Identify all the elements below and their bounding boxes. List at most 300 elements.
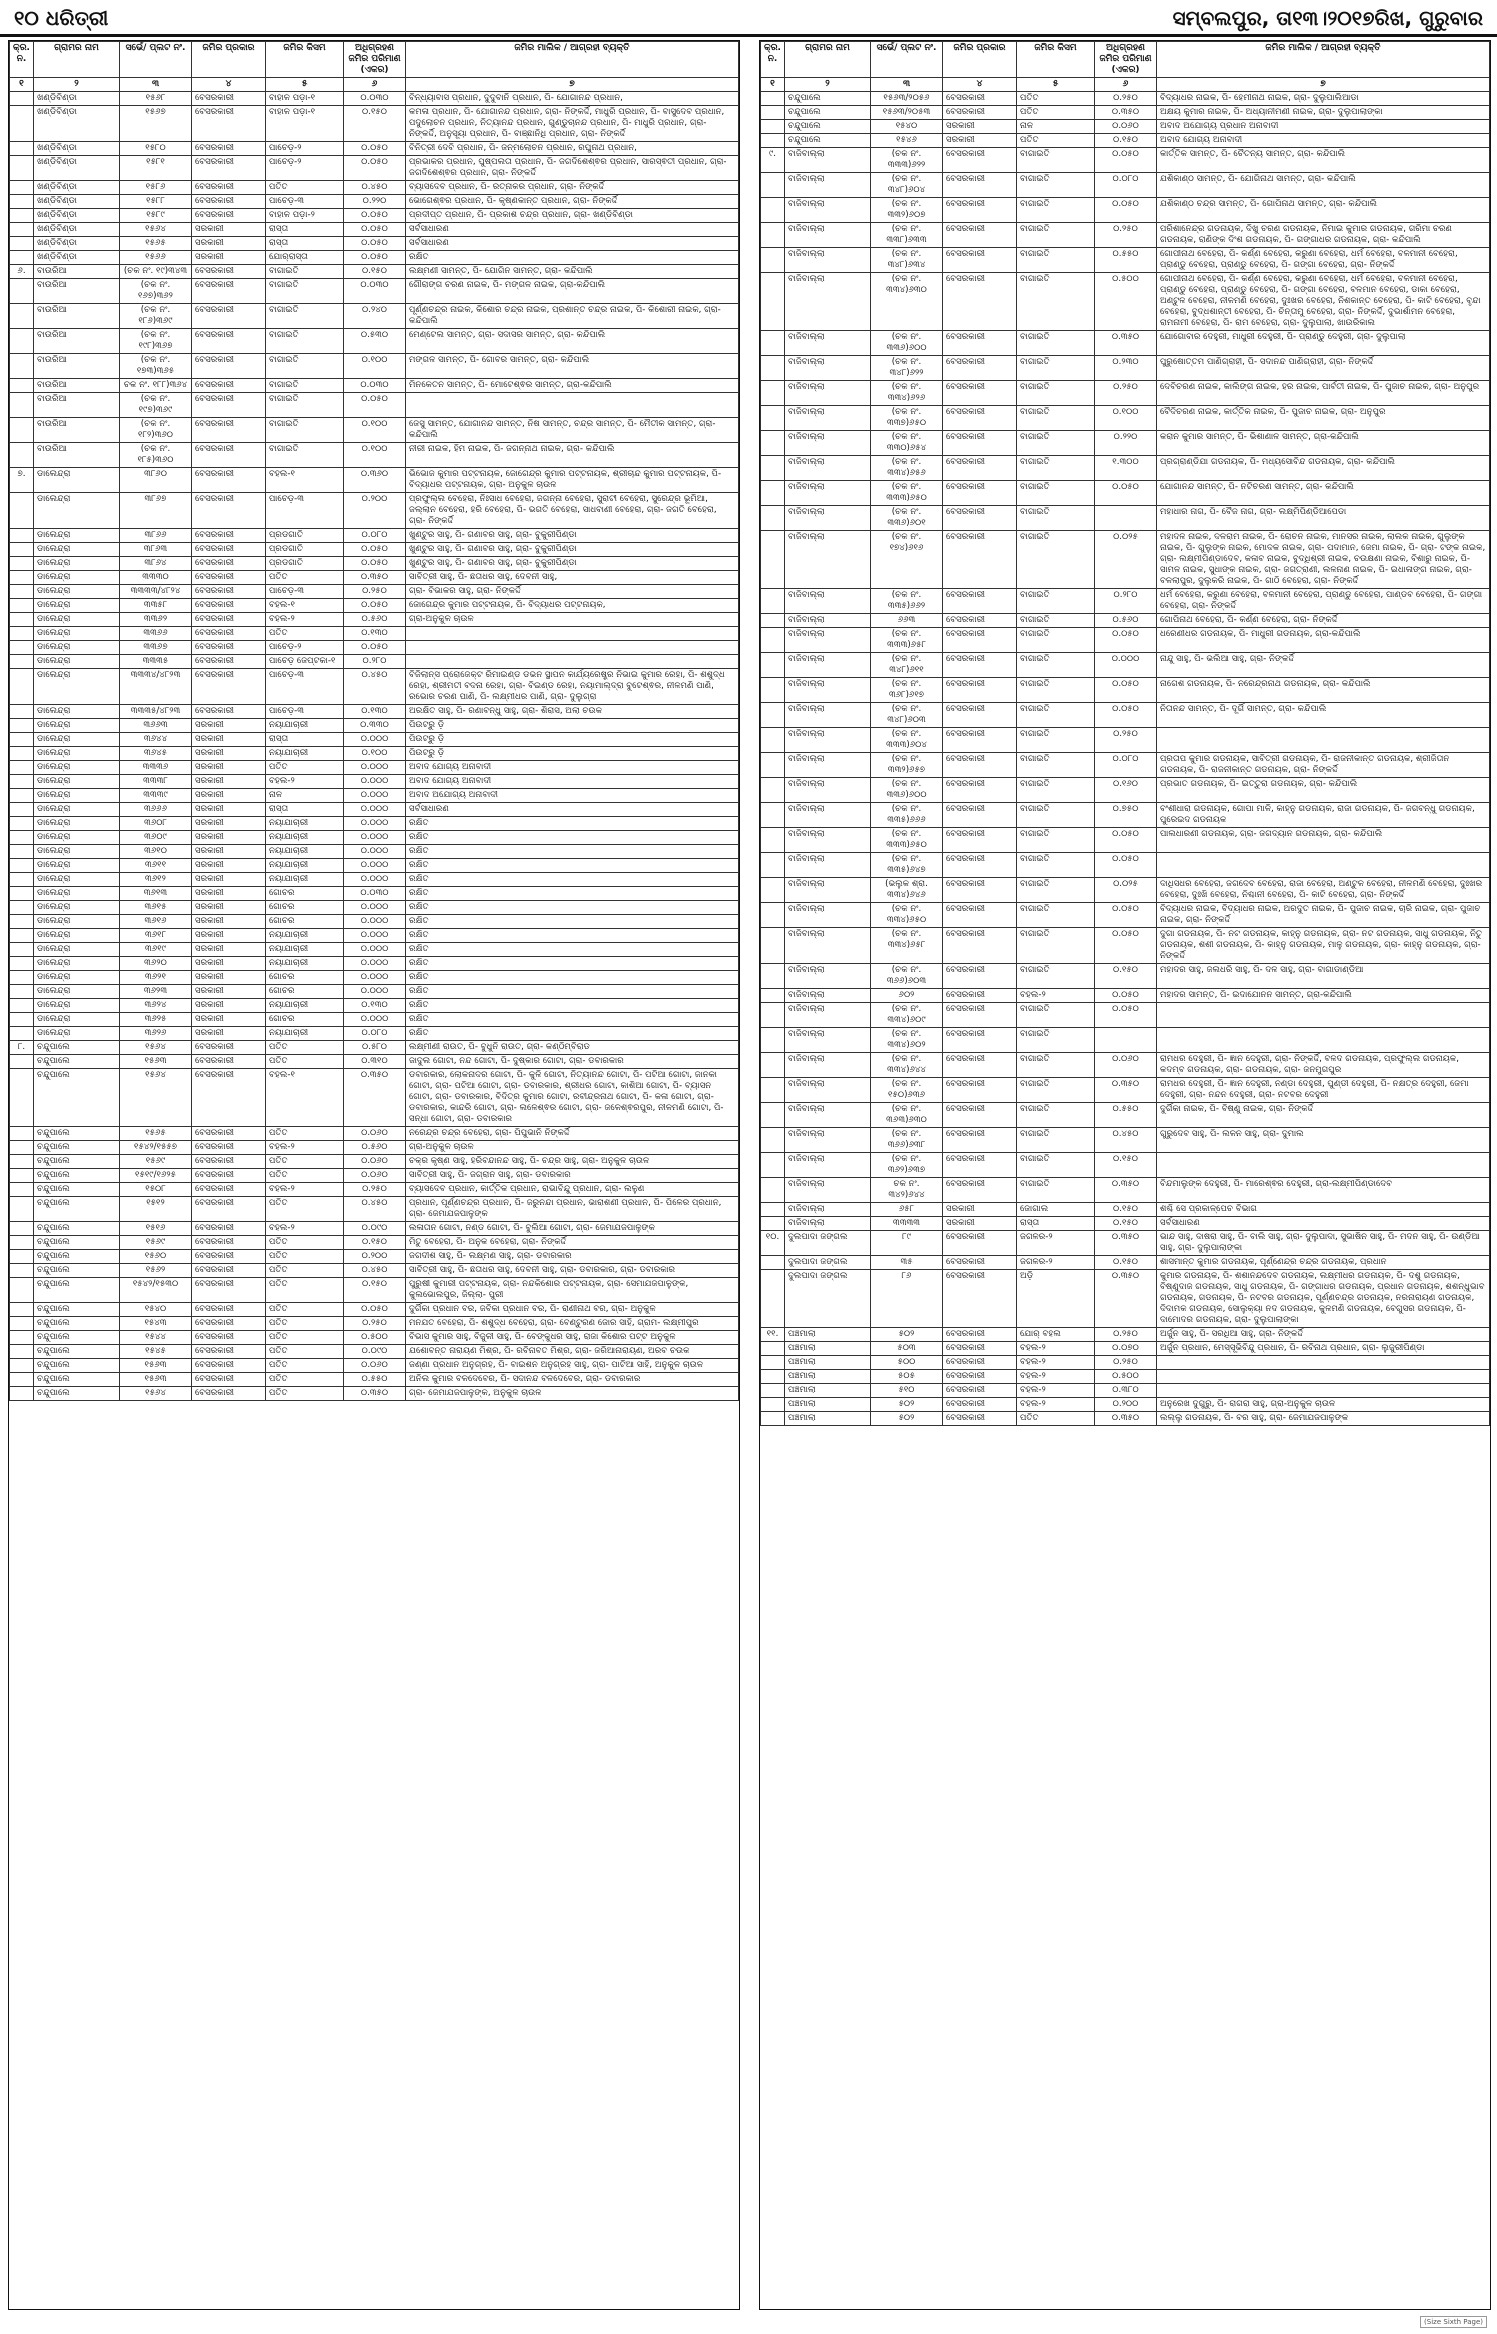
- cell-area: ୦.୧୫୦: [344, 106, 406, 142]
- cell-serial: [761, 853, 785, 878]
- cell-village: ଚନ୍ଦୁପାଲେ: [34, 1278, 120, 1303]
- cell-area: ୦.୦୫୦: [1095, 198, 1157, 223]
- cell-serial: [10, 1013, 34, 1027]
- cell-land-type: ବେସରକାରୀ: [943, 803, 1017, 828]
- table-row: [761, 753, 1490, 778]
- cell-land-type: ବେସରକାରୀ: [943, 248, 1017, 273]
- cell-kisam: ବହଲ-୨: [266, 1141, 344, 1155]
- cell-plot: ୩୬୧୬: [120, 915, 192, 929]
- table-row: [10, 901, 739, 915]
- table-row: [10, 915, 739, 929]
- cell-kisam: ପତିତ: [266, 1055, 344, 1069]
- table-row: [10, 1127, 739, 1141]
- cell-land-type: ବେସରକାରୀ: [192, 1127, 266, 1141]
- cell-serial: [10, 1027, 34, 1041]
- cell-plot: ୧୫୬୦: [120, 1250, 192, 1264]
- cell-land-type: ବେସରକାରୀ: [943, 1103, 1017, 1128]
- cell-village: ଚନ୍ଦୁପାଲେ: [785, 134, 871, 148]
- cell-land-type: ବେସରକାରୀ: [943, 92, 1017, 106]
- cell-kisam: ବାଗାଇତି: [1017, 198, 1095, 223]
- cell-area: ୦.୦୦୦: [344, 789, 406, 803]
- cell-owner: [1157, 1370, 1490, 1384]
- cell-land-type: ବେସରକାରୀ: [192, 1141, 266, 1155]
- column-number: ୩: [120, 78, 192, 92]
- cell-owner: ମନଯତ ବେହେରା, ପି- ଶଶୁଦ୍ଧ ବେହେରା, ଗ୍ରା- ବେଣ୍ଟୁରଣ ଜୋର ସାହି, ଗ୍ରାମ- ଲକ୍ଷ୍ମୀପୁର: [406, 1317, 739, 1331]
- table-row: [761, 248, 1490, 273]
- cell-kisam: ଗୋଚର: [266, 1013, 344, 1027]
- cell-serial: [761, 1217, 785, 1231]
- dateline: ସମ୍ବଲପୁର, ତା୧୩।୨୦୧୭ରିଖ, ଗୁରୁବାର: [1172, 6, 1483, 30]
- cell-owner: ରକ୍ଷିତ: [406, 1027, 739, 1041]
- cell-village: ବାଜିବାଲ୍ଲା: [785, 803, 871, 828]
- header-area: ଅଧିଗ୍ରହଣ ଜମିର ପରିମାଣ (ଏକର): [344, 42, 406, 78]
- cell-plot: ୬୦୨: [871, 989, 943, 1003]
- cell-plot: ୧୫୬୪: [120, 1041, 192, 1055]
- cell-serial: [10, 443, 34, 468]
- cell-plot: ୩୬୨୩: [120, 985, 192, 999]
- cell-owner: ପ୍ରତାପ କୁମାର ଗଡନାୟକ, ସାବିତ୍ରୀ ଗଡନାୟକ, ପି- ରାଜନୀକାନ୍ତ ଗଡନାୟକ, ଶ୍ରୀଜିତାନ ଗଡନାୟକ, ପି- ରାଜନୀକାନ୍ତ ଗଡନାୟକ, ଗ୍ରା- ନିଙ୍କର୍ଦ୍ଦି: [1157, 753, 1490, 778]
- cell-serial: [10, 1387, 34, 1401]
- cell-area: ୦.୧୦୦: [344, 418, 406, 443]
- cell-plot: ୩୬୪୪: [120, 733, 192, 747]
- cell-area: ୦.୦୦୦: [344, 733, 406, 747]
- table-row: [761, 1103, 1490, 1128]
- cell-land-type: ସରକାରୀ: [192, 915, 266, 929]
- cell-owner: ବଂଶୀଧାରା ଗଡନାୟକ, ଗୋପା ମାଳି, କାହ୍ନୁ ଗଡନାୟକ, ରାଜା ଗଡନାୟକ, ପି- ଜଗବନ୍ଧୁ ଗଡନାୟକ, ପୁରେଇଦ ଗଡନାୟକ: [1157, 803, 1490, 828]
- cell-land-type: ବେସରକାରୀ: [943, 728, 1017, 753]
- table-row: [761, 1028, 1490, 1053]
- cell-kisam: ନାଳ: [1017, 120, 1095, 134]
- cell-serial: [761, 1003, 785, 1028]
- cell-plot: (ଚକ ନଂ. ୩୬୩)୬୩୦: [871, 1103, 943, 1128]
- cell-plot: ୫୦୨: [871, 1328, 943, 1342]
- cell-owner: ରକ୍ଷିତ: [406, 985, 739, 999]
- cell-plot: ୧୫୪୩: [120, 1317, 192, 1331]
- cell-area: ୦.୦୦୦: [344, 845, 406, 859]
- land-table-right: [760, 41, 1490, 1426]
- table-row: [761, 1256, 1490, 1270]
- cell-area: ୦.୦୭୦: [1095, 1342, 1157, 1356]
- cell-village: ଚନ୍ଦୁପାଲେ: [34, 1041, 120, 1055]
- cell-owner: ଯଶିକାଣ୍ଠ ଚନ୍ଦ୍ର ସାମନ୍ତ, ପି- ଗୋପିନାଥ ସାମନ୍ତ, ଗ୍ରା- କନ୍ଦିପାଲି: [1157, 198, 1490, 223]
- table-row: [10, 1041, 739, 1055]
- cell-kisam: ଜଗଳର-୨: [1017, 1231, 1095, 1256]
- cell-kisam: ନୟାଯାଚାରୀ: [266, 831, 344, 845]
- table-row: [10, 1359, 739, 1373]
- cell-serial: [761, 273, 785, 331]
- cell-serial: [761, 878, 785, 903]
- cell-land-type: ସରକାରୀ: [943, 1217, 1017, 1231]
- cell-serial: [761, 531, 785, 589]
- cell-area: ୦.୦୯୦: [344, 1222, 406, 1236]
- cell-area: ୦.୦୦୦: [344, 803, 406, 817]
- cell-owner: ପ୍ରଦୀପ୍ତ ପ୍ରଧାନ, ପି- ପ୍ରକାଶ ଚନ୍ଦ୍ର ପ୍ରଧାନ, ଗ୍ରା- ଖଣ୍ଡିବିଣ୍ଡା: [406, 209, 739, 223]
- cell-village: ଡାଲେନ୍ଦ୍ରା: [34, 761, 120, 775]
- table-row: [761, 1003, 1490, 1028]
- cell-village: ଚନ୍ଦୁପାଲେ: [34, 1127, 120, 1141]
- cell-plot: ୧୫୬୮: [120, 92, 192, 106]
- cell-area: ୦.୦୫୦: [344, 393, 406, 418]
- table-row: [761, 431, 1490, 456]
- cell-serial: [10, 1141, 34, 1155]
- cell-land-type: ବେସରକାରୀ: [192, 557, 266, 571]
- table-row: [10, 1169, 739, 1183]
- cell-owner: ଲକ୍ଷ୍ମୀଣୀ ରାଉତ, ପି- ବୁଧୁନି ରାଉତ, ଗ୍ରା- କଣ୍ଠିମ୍ବିରାଡ: [406, 1041, 739, 1055]
- cell-area: ୦.୪୫୦: [344, 669, 406, 705]
- cell-owner: ଦାଧିସଧର ବେହେରା, ଜଗଦେବ ବେହେରା, ରାଜା ବେହେରା, ଅଣ୍ଟୁଳ ବେହେରା, ନୀଳମଣି ବେହେରା, ଦୁଃଖର ବେହେରା, ଦୁଃଖି ବେହେରା, ନିଶ୍ଚାନୀ ବେହେରା, ପି- କାଟି ବେହେରା, ଗ୍ରା- ନିଙ୍କର୍ଦ୍ଦି: [1157, 878, 1490, 903]
- cell-village: ଡାଲେନ୍ଦ୍ରା: [34, 655, 120, 669]
- cell-land-type: ସରକାରୀ: [943, 1203, 1017, 1217]
- cell-serial: [761, 928, 785, 964]
- cell-kisam: ବାଗାଇତି: [1017, 753, 1095, 778]
- cell-serial: [761, 903, 785, 928]
- cell-village: ଡାଲେନ୍ଦ୍ରା: [34, 557, 120, 571]
- cell-area: ୦.୨୪୦: [344, 304, 406, 329]
- left-table-body: [10, 92, 739, 1401]
- cell-plot: (ଚକ ନଂ. ୩୩୬)୬୦୦: [871, 778, 943, 803]
- cell-serial: [10, 329, 34, 354]
- table-row: [10, 1141, 739, 1155]
- cell-plot: ୩୩୩୩/୪୮୨୪: [120, 585, 192, 599]
- cell-owner: କାର୍ତ୍ତିକ ସାମନ୍ତ, ପି- ଚୈତନ୍ୟ ସାମନ୍ତ, ଗ୍ରା- କନ୍ଦିପାଲି: [1157, 148, 1490, 173]
- cell-kisam: ପତିତ: [266, 1169, 344, 1183]
- cell-village: ଡାଲେନ୍ଦ୍ରା: [34, 971, 120, 985]
- cell-owner: ଗୋପୀନାଥ ବେହେରା, ପି- କର୍ଣ୍ଣ ବେହେରା, କରୁଣା ବେହେରା, ଧର୍ମ ବେହେରା, ବଳମାନୀ ବେହେରା, ପ୍ରାଣ୍ଡୁ ବେହେରା, ପ୍ରାଣ୍ଡୁ ବେହେରା, ପି- ଗଙ୍ଗା ବେହେରା, ବଳମାନ ବେହେରା, ଡାକା ବେହେରା, ଅଣ୍ଟୁଳ ବେହେରା, ନୀଳମଣି ବେହେରା, ଦୁଃଖର ବେହେରା, ନିଶକାନ୍ତ ବେହେରା, ପି- କାଟି ବେହେରା, ବୃନ୍ଦା ବେହେରା, ବୁଦ୍ଧଶାନ୍ତୀ ବେହେରା, ପି- ଚିନ୍ତାମୁ ବେହେରା, ଗ୍ରା- ନିଙ୍କର୍ଦ୍ଦି, ଦୁଭାର୍ଶାମନ ବେହେରା, ରାମନାମୀ ବେହେରା, ପି- ରାମ ବେହେରା, ଗ୍ରା- ଦୁଲୁପାଲା, ଖାଉରିକାଲ: [1157, 273, 1490, 331]
- cell-serial: [10, 142, 34, 156]
- cell-area: ୦.୦୦୦: [344, 873, 406, 887]
- table-row: [761, 1078, 1490, 1103]
- cell-kisam: ବାଗାଇତି: [1017, 456, 1095, 481]
- cell-village: ଡାଲେନ୍ଦ୍ରା: [34, 901, 120, 915]
- cell-owner: ରକ୍ଷିତ: [406, 957, 739, 971]
- table-row: [761, 92, 1490, 106]
- cell-area: ୦.୦୦୦: [344, 901, 406, 915]
- cell-plot: (ଚକ ନଂ. ୩୩୪)୬୩୦: [871, 273, 943, 331]
- cell-village: ଚନ୍ଦୁପାଲେ: [34, 1055, 120, 1069]
- table-row: [761, 778, 1490, 803]
- cell-serial: [10, 915, 34, 929]
- cell-serial: [761, 356, 785, 381]
- cell-area: ୦.୦୬୦: [344, 1127, 406, 1141]
- cell-land-type: ବେସରକାରୀ: [192, 1359, 266, 1373]
- table-row: [761, 1203, 1490, 1217]
- cell-village: ଡାଲେନ୍ଦ୍ରା: [34, 831, 120, 845]
- cell-village: ବାଜିବାଲ୍ଲା: [785, 628, 871, 653]
- cell-village: ଖଣ୍ଡିବିଣ୍ଡା: [34, 156, 120, 181]
- cell-owner: ଧର୍ମ ବେହେରା, କରୁଣା ବେହେରା, ବଳମାନୀ ବେହେରା, ପ୍ରାଣ୍ଡୁ ବେହେରା, ପାଣ୍ଡବ ବେହେରା, ପି- ଗଙ୍ଗା ବେହେରା, ଗ୍ରା- ନିଙ୍କର୍ଦ୍ଦି: [1157, 589, 1490, 614]
- table-row: [10, 887, 739, 901]
- cell-area: ୦.୩୫୦: [344, 1069, 406, 1127]
- cell-kisam: ବାହାଳ ପଡ଼ା-୧: [266, 92, 344, 106]
- cell-area: ୦.୦୫୦: [1095, 703, 1157, 728]
- cell-village: ଚନ୍ଦୁପାଲେ: [785, 120, 871, 134]
- cell-kisam: ବାଗାଇତି: [1017, 1028, 1095, 1053]
- cell-village: ବାଜିବାଲ୍ଲା: [785, 853, 871, 878]
- table-row: [761, 331, 1490, 356]
- cell-owner: ଦୁର୍ଗିକା ନାଇକ, ପି- ବିଷ୍ଣୁ ନାଇକ, ଗ୍ରା- ନିଙ୍କର୍ଦ୍ଦି: [1157, 1103, 1490, 1128]
- cell-plot: ୧୫୮୦: [120, 142, 192, 156]
- cell-area: ୦.୧୦୦: [344, 747, 406, 761]
- column-number-row: [10, 78, 739, 92]
- cell-plot: ୮୬: [871, 1270, 943, 1328]
- footer-note: (Size Sixth Page): [1420, 2316, 1487, 2328]
- cell-plot: ୩୬୬୬: [120, 803, 192, 817]
- cell-kisam: ବହଲ-୨: [266, 775, 344, 789]
- cell-kisam: ବାଗାଇତି: [1017, 1053, 1095, 1078]
- cell-owner: ବିନ୍ଧ୍ୟାବାସ ପ୍ରଧାନ, ଦୁଦୁବାନି ପ୍ରଧାନ, ପି- ଯୋଗାନନ୍ଦ ପ୍ରଧାନ,: [406, 92, 739, 106]
- table-row: [761, 1384, 1490, 1398]
- cell-village: ବାଜିବାଲ୍ଲା: [785, 456, 871, 481]
- cell-serial: [761, 381, 785, 406]
- cell-plot: ୧୫୪୬: [871, 134, 943, 148]
- cell-village: ବାଜିବାଲ୍ଲା: [785, 1103, 871, 1128]
- cell-village: ଡାଲେନ୍ଦ୍ରା: [34, 999, 120, 1013]
- cell-kisam: ପତିତ: [266, 1250, 344, 1264]
- cell-kisam: ପାଚେଡ଼-୩: [266, 669, 344, 705]
- cell-owner: ପରିଶାନେନ୍ଦ୍ର ଗଡନାୟକ, ଦିଖୁ ଚରଣ ଗଡନାୟକ, ନିମାଇ କୁମାର ଗଡନାୟକ, ଗରିମା ଚରଣ ଗଡନାୟକ, ରାଣିଙ୍କ ଦିଂଶ ଗଡନାୟକ, ପି- ଗଙ୍ଗାଧର ଗଡନାୟକ, ଗ୍ରା- କନ୍ଦିପାଲି: [1157, 223, 1490, 248]
- cell-land-type: ବେସରକାରୀ: [943, 223, 1017, 248]
- cell-land-type: ସରକାରୀ: [192, 1013, 266, 1027]
- cell-area: ୦.୪୫୦: [344, 1197, 406, 1222]
- cell-land-type: ସରକାରୀ: [192, 957, 266, 971]
- cell-serial: [10, 1222, 34, 1236]
- cell-kisam: ପତିତ: [266, 1373, 344, 1387]
- cell-land-type: ବେସରକାରୀ: [943, 1370, 1017, 1384]
- table-row: [10, 156, 739, 181]
- cell-area: ୦.୦୦୦: [344, 971, 406, 985]
- cell-serial: [10, 1069, 34, 1127]
- cell-owner: ଗୌରାଙ୍ଗ ଚରଣ ନାଇକ, ପି- ମଙ୍ଗଳ ନାଇକ, ଗ୍ରା-କନ୍ଦିପାଲି: [406, 279, 739, 304]
- cell-serial: [10, 929, 34, 943]
- table-row: [10, 775, 739, 789]
- column-number: ୬: [344, 78, 406, 92]
- cell-kisam: ବାହାଳ ପଡ଼ା-୧: [266, 106, 344, 142]
- cell-plot: ୧୫୪୦: [120, 1303, 192, 1317]
- cell-serial: [10, 803, 34, 817]
- cell-owner: ନରେନ୍ଦ୍ର ଚନ୍ଦ୍ର ବେହେରା, ଗ୍ରା- ପିପୁଭାନି ନିଙ୍କର୍ଦ୍ଦି: [406, 1127, 739, 1141]
- header-plot: ସର୍ଭେ/ ପ୍ଲଟ ନଂ.: [871, 42, 943, 78]
- cell-serial: ୭.: [10, 468, 34, 493]
- cell-area: ୦.୦୦୦: [1095, 653, 1157, 678]
- table-row: [10, 223, 739, 237]
- cell-plot: (ଚକ ନଂ. ୩୩୮)୬୩୩: [871, 223, 943, 248]
- cell-serial: [10, 789, 34, 803]
- cell-owner: [1157, 1356, 1490, 1370]
- right-table-body: [761, 92, 1490, 1426]
- cell-kisam: ବାଗାଇତି: [1017, 1078, 1095, 1103]
- cell-area: ୦.୦୮୦: [344, 529, 406, 543]
- cell-area: ୦.୪୫୦: [344, 1264, 406, 1278]
- cell-plot: ୩୮୬୬: [120, 529, 192, 543]
- cell-kisam: ଗୋଚର: [266, 971, 344, 985]
- cell-plot: (ଚକ ନଂ. ୧୯୭)୩୬୯: [120, 393, 192, 418]
- cell-serial: [761, 964, 785, 989]
- cell-kisam: ରାସ୍ତା: [266, 237, 344, 251]
- cell-land-type: ସରକାରୀ: [192, 775, 266, 789]
- cell-serial: [10, 999, 34, 1013]
- cell-village: ବାଜିବାଲ୍ଲା: [785, 1003, 871, 1028]
- cell-village: ଖଣ୍ଡିବିଣ୍ଡା: [34, 209, 120, 223]
- table-row: [10, 354, 739, 379]
- cell-area: ୦.୦୦୦: [344, 761, 406, 775]
- cell-plot: ୧୫୬୪: [120, 223, 192, 237]
- cell-serial: [10, 1250, 34, 1264]
- cell-area: ୦.୫୩୦: [344, 329, 406, 354]
- column-number: ୨: [785, 78, 871, 92]
- cell-plot: (ଚକ ନଂ. ୩୪୮)୬୦୪: [871, 173, 943, 198]
- cell-kisam: ବାଗାଇତି: [1017, 928, 1095, 964]
- cell-plot: ୧୫୬୩: [120, 1373, 192, 1387]
- cell-plot: (ଚକ ନଂ. ୩୪୮)୬୨୨: [871, 356, 943, 381]
- cell-village: ବାଜିବାଲ୍ଲା: [785, 223, 871, 248]
- table-row: [10, 1278, 739, 1303]
- cell-serial: [761, 1178, 785, 1203]
- cell-land-type: ସରକାରୀ: [192, 985, 266, 999]
- cell-serial: [10, 1373, 34, 1387]
- header-village: ଗ୍ରାମର ନାମ: [34, 42, 120, 78]
- cell-area: ୦.୨୨୦: [1095, 431, 1157, 456]
- cell-plot: ୧୫୧୬: [120, 1222, 192, 1236]
- cell-serial: [10, 599, 34, 613]
- column-number: ୧: [761, 78, 785, 92]
- cell-land-type: ବେସରକାରୀ: [192, 1197, 266, 1222]
- cell-village: ଚନ୍ଦୁପାଲେ: [34, 1345, 120, 1359]
- cell-plot: ୩୬୧୮: [120, 929, 192, 943]
- table-row: [761, 628, 1490, 653]
- table-row: [761, 134, 1490, 148]
- cell-village: ବାଜିବାଲ୍ଲା: [785, 481, 871, 506]
- cell-village: ଡାଲେନ୍ଦ୍ରା: [34, 599, 120, 613]
- cell-area: ୦.୦୯୦: [344, 1345, 406, 1359]
- cell-village: ଖଣ୍ଡିବିଣ୍ଡା: [34, 106, 120, 142]
- cell-kisam: ବାଗାଇତି: [266, 379, 344, 393]
- cell-owner: ଅବାଦ ଯୋଗ୍ୟ ଅନାବାଦୀ: [1157, 134, 1490, 148]
- cell-area: ୦.୨୫୦: [344, 1317, 406, 1331]
- cell-serial: [10, 859, 34, 873]
- cell-kisam: ବାଗାଇତି: [1017, 853, 1095, 878]
- table-row: [761, 148, 1490, 173]
- cell-land-type: ବେସରକାରୀ: [943, 1178, 1017, 1203]
- cell-area: ୦.୦୩୦: [344, 92, 406, 106]
- cell-serial: [761, 1028, 785, 1053]
- table-row: [761, 1153, 1490, 1178]
- cell-area: ୦.୦୫୦: [344, 223, 406, 237]
- cell-village: ଚନ୍ଦୁପାଲେ: [34, 1317, 120, 1331]
- cell-plot: ୩୬୧୫: [120, 901, 192, 915]
- cell-land-type: ସରକାରୀ: [192, 901, 266, 915]
- cell-owner: [1157, 728, 1490, 753]
- cell-land-type: ବେସରକାରୀ: [192, 543, 266, 557]
- cell-kisam: ବହଲ-୨: [1017, 1356, 1095, 1370]
- cell-serial: [10, 1055, 34, 1069]
- cell-kisam: ପତିତ: [266, 1236, 344, 1250]
- cell-serial: [10, 845, 34, 859]
- table-header-row: [10, 42, 739, 78]
- cell-owner: ସର୍ବସାଧାରଣ: [406, 237, 739, 251]
- cell-area: ୦.୩୫୦: [344, 571, 406, 585]
- cell-area: ୦.୦୫୦: [1095, 481, 1157, 506]
- cell-owner: ଜଣ୍ଣା ପ୍ରଧାନ ଅନୁଗ୍ରହ, ପି- ବାଇଶନ ଅନୁଗ୍ରହ ସାହୁ, ଗ୍ରା- ପାଟିଆ ସାହି, ଅନୁକୁଳ ଚାଉଳ: [406, 1359, 739, 1373]
- cell-plot: ୧୫୬୬: [120, 251, 192, 265]
- cell-kisam: ବାଗାଇତି: [1017, 964, 1095, 989]
- cell-village: ଚନ୍ଦୁପାଲେ: [34, 1141, 120, 1155]
- cell-owner: ପୁରୁଷୋତ୍ତମ ପାଣିଗ୍ରାହୀ, ପି- ସଦାନନ୍ଦ ପାଣିଗ୍ରାହୀ, ଗ୍ରା- ନିଙ୍କର୍ଦ୍ଦି: [1157, 356, 1490, 381]
- table-row: [761, 481, 1490, 506]
- cell-village: ଡାଲେନ୍ଦ୍ରା: [34, 733, 120, 747]
- cell-owner: ରାମଧର ଦେହୁରୀ, ପି- ଜ୍ଞାନ ଦେହୁରୀ, ଗ୍ରା- ନିଙ୍କର୍ଦ୍ଦି, ବଳଦ ଗଡନାୟକ, ପ୍ରଫୁଲ୍ଲ ଗଡନାୟକ, କଦମ୍ବ ଗଡନାୟକ, ଗ୍ରା- ଗଡନାୟକ, ଗ୍ରା- ଜନମୁଗପୁର: [1157, 1053, 1490, 1078]
- table-row: [10, 443, 739, 468]
- cell-kisam: ବାଗାଇତି: [1017, 481, 1095, 506]
- cell-serial: [10, 354, 34, 379]
- cell-plot: ୫୧୦: [871, 1384, 943, 1398]
- cell-owner: ରକ୍ଷିତ: [406, 845, 739, 859]
- cell-village: ଚନ୍ଦୁପାଲେ: [785, 92, 871, 106]
- cell-owner: ରକ୍ଷିତ: [406, 873, 739, 887]
- cell-plot: (ଚକ ନଂ. ୩୩୪)୬୫୮: [871, 928, 943, 964]
- cell-owner: ବିଭାସ କୁମାର ସାହୁ, ବିଜୁଳୀ ସାହୁ, ପି- ବେଙ୍କୁଧର ସାହୁ, ରାଜା କିଶୋର ପଟ୍ଟ ଅନୁକୁଳ: [406, 1331, 739, 1345]
- cell-owner: ଯୋଗୋବାର ଦେହୁରୀ, ମାଧୁରୀ ଦେହୁରୀ, ପି- ପ୍ରାଣ୍ଡୁ ଦେହୁରୀ, ଗ୍ରା- ଦୁଲୁପାଲା: [1157, 331, 1490, 356]
- cell-serial: [761, 456, 785, 481]
- cell-owner: ଖୁଣ୍ଟୁର ସାହୁ, ପି- ଗଣାବର ସାହୁ, ଗ୍ରା- ବୁକୁରୀପିଣ୍ଡା: [406, 543, 739, 557]
- cell-land-type: ବେସରକାରୀ: [192, 1155, 266, 1169]
- cell-kisam: ବାଗାଇତି: [1017, 331, 1095, 356]
- cell-serial: [10, 761, 34, 775]
- cell-land-type: ବେସରକାରୀ: [943, 614, 1017, 628]
- table-row: [761, 878, 1490, 903]
- cell-area: ୦.୦୦୦: [344, 943, 406, 957]
- table-row: [761, 1412, 1490, 1426]
- cell-area: ୦.୨୮୦: [344, 655, 406, 669]
- cell-land-type: ବେସରକାରୀ: [943, 198, 1017, 223]
- cell-area: ୦.୦୨୫: [1095, 531, 1157, 589]
- cell-kisam: ବାଗାଇତି: [1017, 878, 1095, 903]
- cell-kisam: ବହଲ-୨: [1017, 1342, 1095, 1356]
- cell-area: ୦.୦୬୦: [344, 1155, 406, 1169]
- cell-village: ଡାଲେନ୍ଦ୍ରା: [34, 571, 120, 585]
- cell-land-type: ବେସରକାରୀ: [192, 1278, 266, 1303]
- cell-serial: [10, 641, 34, 655]
- cell-village: ଡାଲେନ୍ଦ୍ରା: [34, 803, 120, 817]
- cell-kisam: ନୟାଯାଚାରୀ: [266, 929, 344, 943]
- cell-kisam: ପାଚେଡ଼-୩: [266, 493, 344, 529]
- column-number: ୪: [943, 78, 1017, 92]
- cell-kisam: ବାଗାଇତି: [266, 354, 344, 379]
- table-header-row: [761, 42, 1490, 78]
- cell-kisam: ବାଗାଇତି: [1017, 903, 1095, 928]
- cell-plot: (ଚକ ନଂ. ୩୩୨)୬୫୭: [871, 753, 943, 778]
- cell-kisam: ପାଚେଡ଼-୩: [266, 195, 344, 209]
- cell-owner: ଜେସୁ ସାମନ୍ତ, ଯୋଗାନନ୍ଦ ସାମନ୍ତ, ନିଷ ସାମନ୍ତ, ଚନ୍ଦ୍ର ସାମନ୍ତ, ପି- ମୈତୀକ ସାମନ୍ତ, ଗ୍ରା- କନ୍ଦିପାଲି: [406, 418, 739, 443]
- cell-owner: ଦୁଗା ଗଡନାୟକ, ପି- ନଟ ଗଡନାୟକ, କାହ୍ନୁ ଗଡନାୟକ, ଗ୍ରା- ନଟ ଗଡନାୟକ, ସାଧୁ ଗଡନାୟକ, ନିତୁ ଗଡନାୟକ, ଶଶୀ ଗଡନାୟକ, ପି- କାହ୍ନୁ ଗଡନାୟକ, ମାଳୁ ଗଡନାୟକ, ଗ୍ରା- କାହ୍ନୁ ଗଡନାୟକ, ଗ୍ରା- ନିଙ୍କର୍ଦ୍ଦି: [1157, 928, 1490, 964]
- cell-owner: ଅକ୍ଷୟ କୁମାର ନାଇକ, ପି- ଅଧ୍ୟାନୀମଣୀ ନାଇକ, ଗ୍ରା- ଦୁଲୁପାଲାଙ୍କା: [1157, 106, 1490, 120]
- cell-owner: କରାନ କୁମାର ସାମନ୍ତ, ପି- ଭିଶାଣାଳ ସାମନ୍ତ, ଗ୍ରା-କନ୍ଦିପାଲି: [1157, 431, 1490, 456]
- header-serial: କ୍ର. ନ.: [761, 42, 785, 78]
- cell-village: ବାଉରିଆ: [34, 279, 120, 304]
- cell-area: ୦.୩୫୦: [1095, 331, 1157, 356]
- cell-plot: (ଚକ ନଂ. ୩୪୮)୬୦୩: [871, 703, 943, 728]
- cell-village: ଡାଲେନ୍ଦ୍ରା: [34, 943, 120, 957]
- cell-kisam: ପାଚେଡ଼-୩: [266, 585, 344, 599]
- cell-owner: ଗୋପିନାଥ ବେହେରା, ପି- କର୍ଣ୍ଣ ବେହେରା, ଗ୍ରା- ନିଙ୍କର୍ଦ୍ଦି: [1157, 614, 1490, 628]
- cell-plot: (ଚକ ନଂ. ୩୩୪)୬୦୨: [871, 1028, 943, 1053]
- cell-serial: [10, 1169, 34, 1183]
- cell-village: ବାଉରିଆ: [34, 379, 120, 393]
- cell-kisam: ବାଗାଇତି: [266, 393, 344, 418]
- cell-plot: ୧୫୮୮: [120, 195, 192, 209]
- column-number-row: [761, 78, 1490, 92]
- cell-village: ବାଉରିଆ: [34, 393, 120, 418]
- cell-land-type: ବେସରକାରୀ: [192, 195, 266, 209]
